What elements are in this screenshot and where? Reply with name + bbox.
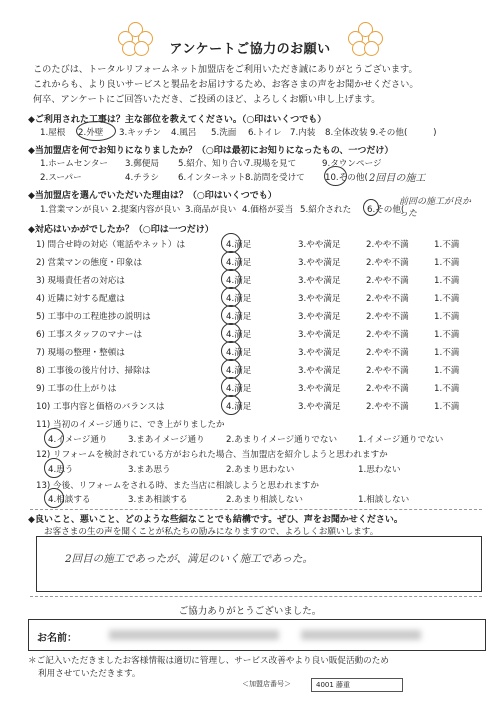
q1-option-8[interactable]: 8.全体改装: [325, 128, 368, 138]
rating-option-3[interactable]: 3.やや満足: [298, 276, 341, 286]
q1-option-9[interactable]: 9.その他( ): [370, 128, 437, 138]
rating-row: [36, 292, 486, 306]
rating-option-3[interactable]: 3.やや満足: [298, 258, 341, 268]
q1-label: ◆ご利用された工事は？主な部位を教えてください。（○印はいくつでも）: [28, 115, 327, 125]
intro-text: このたびは、トータルリフォームネット加盟店をご利用いただき誠にありがとうございます。 これからも、より良いサービスと製品をお届けするため、お客さまの声をお聞かせください。 何卒、アンケートにご回答いただき、ご投函のほど、よろしくお願い申し上げます。: [33, 64, 419, 105]
rating-option-2[interactable]: 2.やや不満: [366, 384, 409, 394]
q2-option-2[interactable]: 2.スーパー: [40, 173, 82, 183]
q3-option-5[interactable]: 5.紹介された: [300, 205, 352, 215]
q11-option-2[interactable]: 2.あまりイメージ通りでない: [226, 435, 338, 445]
rating-option-1[interactable]: 1.不満: [434, 294, 460, 304]
rating-row: [36, 364, 486, 378]
rating-option-1[interactable]: 1.不満: [434, 402, 460, 412]
rating-option-4[interactable]: 4.満足: [226, 348, 252, 358]
q3-other-answer: 前回の施工が良かった: [399, 197, 472, 219]
rating-option-3[interactable]: 3.やや満足: [298, 348, 341, 358]
q12-option-4[interactable]: 4.思う: [48, 465, 74, 475]
name-box[interactable]: [28, 619, 486, 651]
rating-option-1[interactable]: 1.不満: [434, 366, 460, 376]
q4-label: ◆対応はいかがでしたか？（○印は一つだけ）: [28, 225, 214, 235]
comment-box[interactable]: [36, 536, 482, 592]
redacted-name: [109, 630, 279, 640]
answer-circle: [221, 323, 241, 343]
rating-option-4[interactable]: 4.満足: [226, 402, 252, 412]
rating-question: 1) 問合せ時の対応（電話やネット）は: [36, 240, 186, 250]
q1-option-3[interactable]: 3.キッチン: [119, 128, 161, 138]
q3-option-2[interactable]: 2.提案内容が良い: [112, 205, 181, 215]
rating-question: 6) 工事スタッフのマナーは: [36, 330, 143, 340]
rating-option-3[interactable]: 3.やや満足: [298, 294, 341, 304]
q2-option-9[interactable]: 9.タウンページ: [322, 159, 382, 169]
answer-circle: [221, 233, 241, 253]
store-number-value: 4001 藤重: [311, 678, 403, 692]
rating-option-1[interactable]: 1.不満: [434, 312, 460, 322]
rating-option-3[interactable]: 3.やや満足: [298, 240, 341, 250]
q2-option-4[interactable]: 4.チラシ: [125, 173, 159, 183]
rating-option-3[interactable]: 3.やや満足: [298, 402, 341, 412]
rating-option-2[interactable]: 2.やや不満: [366, 294, 409, 304]
rating-question: 2) 営業マンの態度・印象は: [36, 258, 143, 268]
comment-answer: 2回目の施工であったが、満足のいく施工であった。: [65, 553, 313, 565]
q2-option-3[interactable]: 3.郵便局: [125, 159, 159, 169]
q13-option-4[interactable]: 4.相談する: [48, 495, 91, 505]
rating-option-4[interactable]: 4.満足: [226, 240, 252, 250]
rating-row: [36, 346, 486, 360]
q13-option-3[interactable]: 3.まあ相談する: [128, 495, 188, 505]
rating-option-2[interactable]: 2.やや不満: [366, 348, 409, 358]
privacy-note: ＊ご記入いただきましたお客様情報は適切に管理し、サービス改善やより良い販促活動のため: [28, 656, 389, 666]
q2-option-7[interactable]: 7.現場を見て: [245, 159, 297, 169]
q2-options-row1: [40, 157, 480, 169]
q11-option-1[interactable]: 1.イメージ通りでない: [358, 435, 444, 445]
rating-option-3[interactable]: 3.やや満足: [298, 384, 341, 394]
answer-circle: [221, 395, 241, 415]
name-label: お名前：: [37, 633, 77, 644]
rating-option-4[interactable]: 4.満足: [226, 276, 252, 286]
answer-circle: [76, 121, 116, 141]
rating-row: [36, 274, 486, 288]
answer-circle: [221, 269, 241, 289]
rating-option-2[interactable]: 2.やや不満: [366, 258, 409, 268]
rating-row: [36, 382, 486, 396]
rating-option-2[interactable]: 2.やや不満: [366, 330, 409, 340]
q1-option-7[interactable]: 7.内装: [290, 128, 316, 138]
rating-option-4[interactable]: 4.満足: [226, 384, 252, 394]
rating-option-4[interactable]: 4.満足: [226, 330, 252, 340]
q12-option-2[interactable]: 2.あまり思わない: [226, 465, 295, 475]
q2-option-8[interactable]: 8.訪問を受けて: [245, 173, 305, 183]
rating-question: 10) 工事内容と価格のバランスは: [36, 402, 165, 412]
answer-circle: [221, 377, 241, 397]
rating-question: 5) 工事中の工程進捗の説明は: [36, 312, 151, 322]
rating-option-1[interactable]: 1.不満: [434, 258, 460, 268]
q11-label: 11) 当初のイメージ通りに、でき上がりましたか: [36, 420, 225, 430]
answer-circle: [221, 341, 241, 361]
q2-option-5[interactable]: 5.紹介、知り合い: [178, 159, 247, 169]
rating-question: 7) 現場の整理・整頓は: [36, 348, 125, 358]
rating-option-1[interactable]: 1.不満: [434, 276, 460, 286]
q1-option-4[interactable]: 4.風呂: [171, 128, 197, 138]
rating-question: 3) 現場責任者の対応は: [36, 276, 125, 286]
answer-circle: [44, 428, 64, 448]
q3-option-1[interactable]: 1.営業マンが良い: [40, 205, 109, 215]
thanks-text: ご協力ありがとうございました。: [178, 606, 322, 617]
rating-option-4[interactable]: 4.満足: [226, 366, 252, 376]
rating-question: 8) 工事後の後片付け、掃除は: [36, 366, 151, 376]
rating-option-2[interactable]: 2.やや不満: [366, 366, 409, 376]
q3-option-4[interactable]: 4.価格が妥当: [242, 205, 294, 215]
q11-option-3[interactable]: 3.まあイメージ通り: [128, 435, 205, 445]
q13-option-2[interactable]: 2.あまり相談しない: [226, 495, 303, 505]
page-title: アンケートご協力のお願い: [169, 42, 331, 57]
q12-option-1[interactable]: 1.思わない: [358, 465, 401, 475]
rating-option-1[interactable]: 1.不満: [434, 348, 460, 358]
q13-options: [40, 493, 480, 505]
rating-question: 4) 近隣に対する配慮は: [36, 294, 125, 304]
q1-option-2[interactable]: 2.外壁: [78, 128, 104, 138]
q1-option-5[interactable]: 5.洗面: [211, 128, 237, 138]
rating-option-4[interactable]: 4.満足: [226, 312, 252, 322]
answer-circle: [363, 199, 379, 216]
q12-options: [40, 463, 480, 475]
answer-circle: [221, 359, 241, 379]
rating-option-1[interactable]: 1.不満: [434, 384, 460, 394]
q13-label: 13) 今後、リフォームをされる時、また当店に相談しようと思われますか: [36, 481, 319, 491]
q11-options: [40, 433, 480, 445]
rating-option-2[interactable]: 2.やや不満: [366, 276, 409, 286]
rating-row: [36, 310, 486, 324]
divider: [30, 596, 482, 597]
rating-option-1[interactable]: 1.不満: [434, 240, 460, 250]
rating-option-2[interactable]: 2.やや不満: [366, 312, 409, 322]
answer-circle: [44, 458, 64, 478]
answer-circle: [221, 251, 241, 271]
divider: [30, 509, 482, 510]
q2-option-10[interactable]: 10.その他(: [325, 173, 368, 183]
store-number-label: ＜加盟店番号＞: [242, 680, 291, 688]
rating-row: [36, 400, 486, 414]
answer-circle: [324, 166, 347, 186]
rating-option-2[interactable]: 2.やや不満: [366, 402, 409, 412]
rating-option-3[interactable]: 3.やや満足: [298, 366, 341, 376]
rating-question: 9) 工事の仕上がりは: [36, 384, 117, 394]
comment-sublabel: お客さまの生の声を聞くことが私たちの励みになりますので、よろしくお願いします。: [44, 527, 379, 537]
rating-row: [36, 238, 486, 252]
q2-other-answer: 2回目の施工: [369, 173, 426, 184]
redacted-name: [301, 630, 421, 640]
rating-row: [36, 328, 486, 342]
comment-label: ◆良いこと、悪いこと、どのような些細なことでも結構です。ぜひ、声をお聞かせください。: [28, 515, 403, 525]
rating-row: [36, 256, 486, 270]
rating-option-1[interactable]: 1.不満: [434, 330, 460, 340]
answer-circle: [44, 488, 64, 508]
q3-option-6[interactable]: 6.その他(: [367, 205, 405, 215]
q2-option-1[interactable]: 1.ホームセンター: [40, 159, 109, 169]
q13-option-1[interactable]: 1.相談しない: [358, 495, 410, 505]
q2-option-6[interactable]: 6.インターネット: [178, 173, 246, 183]
rating-option-4[interactable]: 4.満足: [226, 294, 252, 304]
rating-option-3[interactable]: 3.やや満足: [298, 330, 341, 340]
rating-option-2[interactable]: 2.やや不満: [366, 240, 409, 250]
privacy-note: 利用させていただきます。: [38, 669, 141, 679]
q12-option-3[interactable]: 3.まあ思う: [128, 465, 171, 475]
rating-option-3[interactable]: 3.やや満足: [298, 312, 341, 322]
rating-option-4[interactable]: 4.満足: [226, 258, 252, 268]
answer-circle: [221, 287, 241, 307]
q1-option-1[interactable]: 1.屋根: [40, 128, 66, 138]
q3-label: ◆当加盟店を選んでいただいた理由は？（○印はいくつでも）: [28, 191, 277, 201]
q1-option-6[interactable]: 6.トイレ: [248, 128, 282, 138]
answer-circle: [221, 305, 241, 325]
q11-option-4[interactable]: 4.イメージ通り: [48, 435, 108, 445]
q12-label: 12) リフォームを検討されている方がおられた場合、当加盟店を紹介しようと思われますか: [36, 450, 388, 460]
q2-label: ◆当加盟店を何でお知りになりましたか？（○印は最初にお知りになったもの、一つだけ）: [28, 146, 394, 156]
q3-option-3[interactable]: 3.商品が良い: [185, 205, 237, 215]
